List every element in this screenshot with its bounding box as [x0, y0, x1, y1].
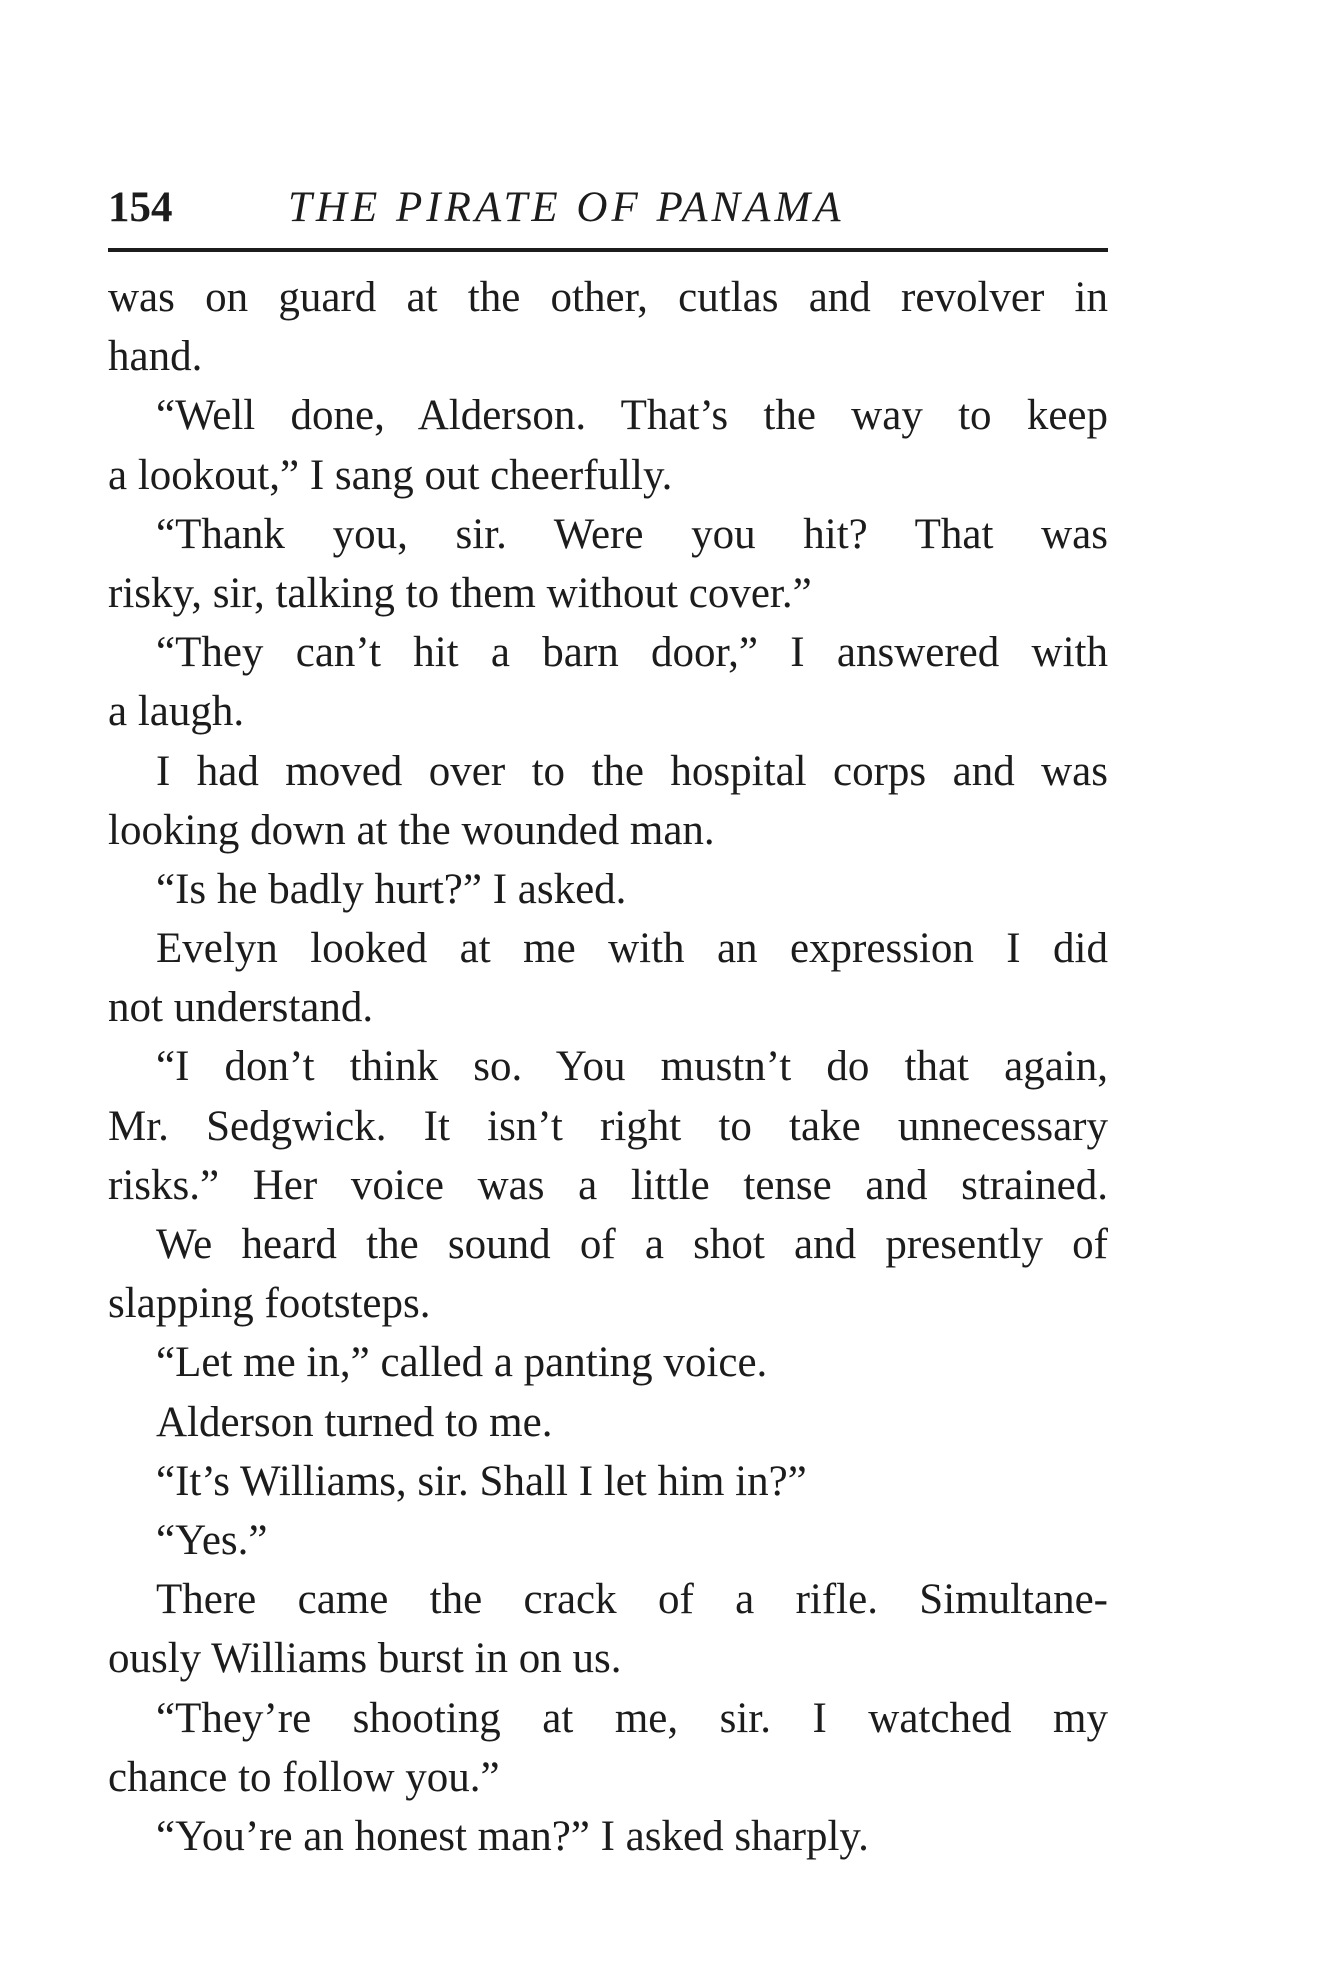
body-text: [108, 268, 1108, 1866]
text-line: was on guard at the other, cutlas and revolver in: [108, 274, 1108, 321]
text-line: “Well done, Alderson. That’s the way to keep: [156, 392, 1108, 440]
text-line: chance to follow you.”: [108, 1753, 500, 1801]
text-line: “You’re an honest man?” I asked sharply.: [156, 1812, 869, 1860]
text-line: There came the crack of a rifle. Simultane-: [156, 1576, 1108, 1624]
text-line: looking down at the wounded man.: [108, 806, 715, 854]
text-line: “I don’t think so. You mustn’t do that again,: [156, 1043, 1108, 1091]
text-line: Alderson turned to me.: [156, 1398, 553, 1446]
text-line: “Thank you, sir. Were you hit? That was: [156, 510, 1108, 558]
text-line: Evelyn looked at me with an expression I did: [156, 925, 1108, 973]
text-line: “Is he badly hurt?” I asked.: [156, 865, 627, 913]
header-rule: [108, 248, 1108, 252]
running-header: [108, 184, 1108, 244]
text-line: “They can’t hit a barn door,” I answered with: [156, 629, 1108, 677]
text-line: “They’re shooting at me, sir. I watched my: [156, 1694, 1108, 1742]
text-line: “It’s Williams, sir. Shall I let him in?”: [156, 1457, 807, 1505]
page-number: 154: [108, 184, 173, 231]
text-line: I had moved over to the hospital corps and was: [156, 747, 1108, 795]
text-line: “Let me in,” called a panting voice.: [156, 1339, 768, 1387]
text-line: Mr. Sedgwick. It isn’t right to take unnecessary: [108, 1102, 1108, 1150]
text-line: not understand.: [108, 984, 374, 1032]
text-line: risks.” Her voice was a little tense and strained.: [108, 1161, 1108, 1209]
running-title: THE PIRATE OF PANAMA: [288, 184, 845, 231]
text-line: slapping footsteps.: [108, 1280, 431, 1328]
text-line: a lookout,” I sang out cheerfully.: [108, 451, 673, 499]
text-line: hand.: [108, 333, 203, 381]
text-line: risky, sir, talking to them without cover.”: [108, 569, 812, 617]
text-line: a laugh.: [108, 688, 245, 736]
text-line: ously Williams burst in on us.: [108, 1635, 622, 1683]
text-line: “Yes.”: [156, 1516, 268, 1564]
text-line: We heard the sound of a shot and presently of: [156, 1221, 1108, 1268]
